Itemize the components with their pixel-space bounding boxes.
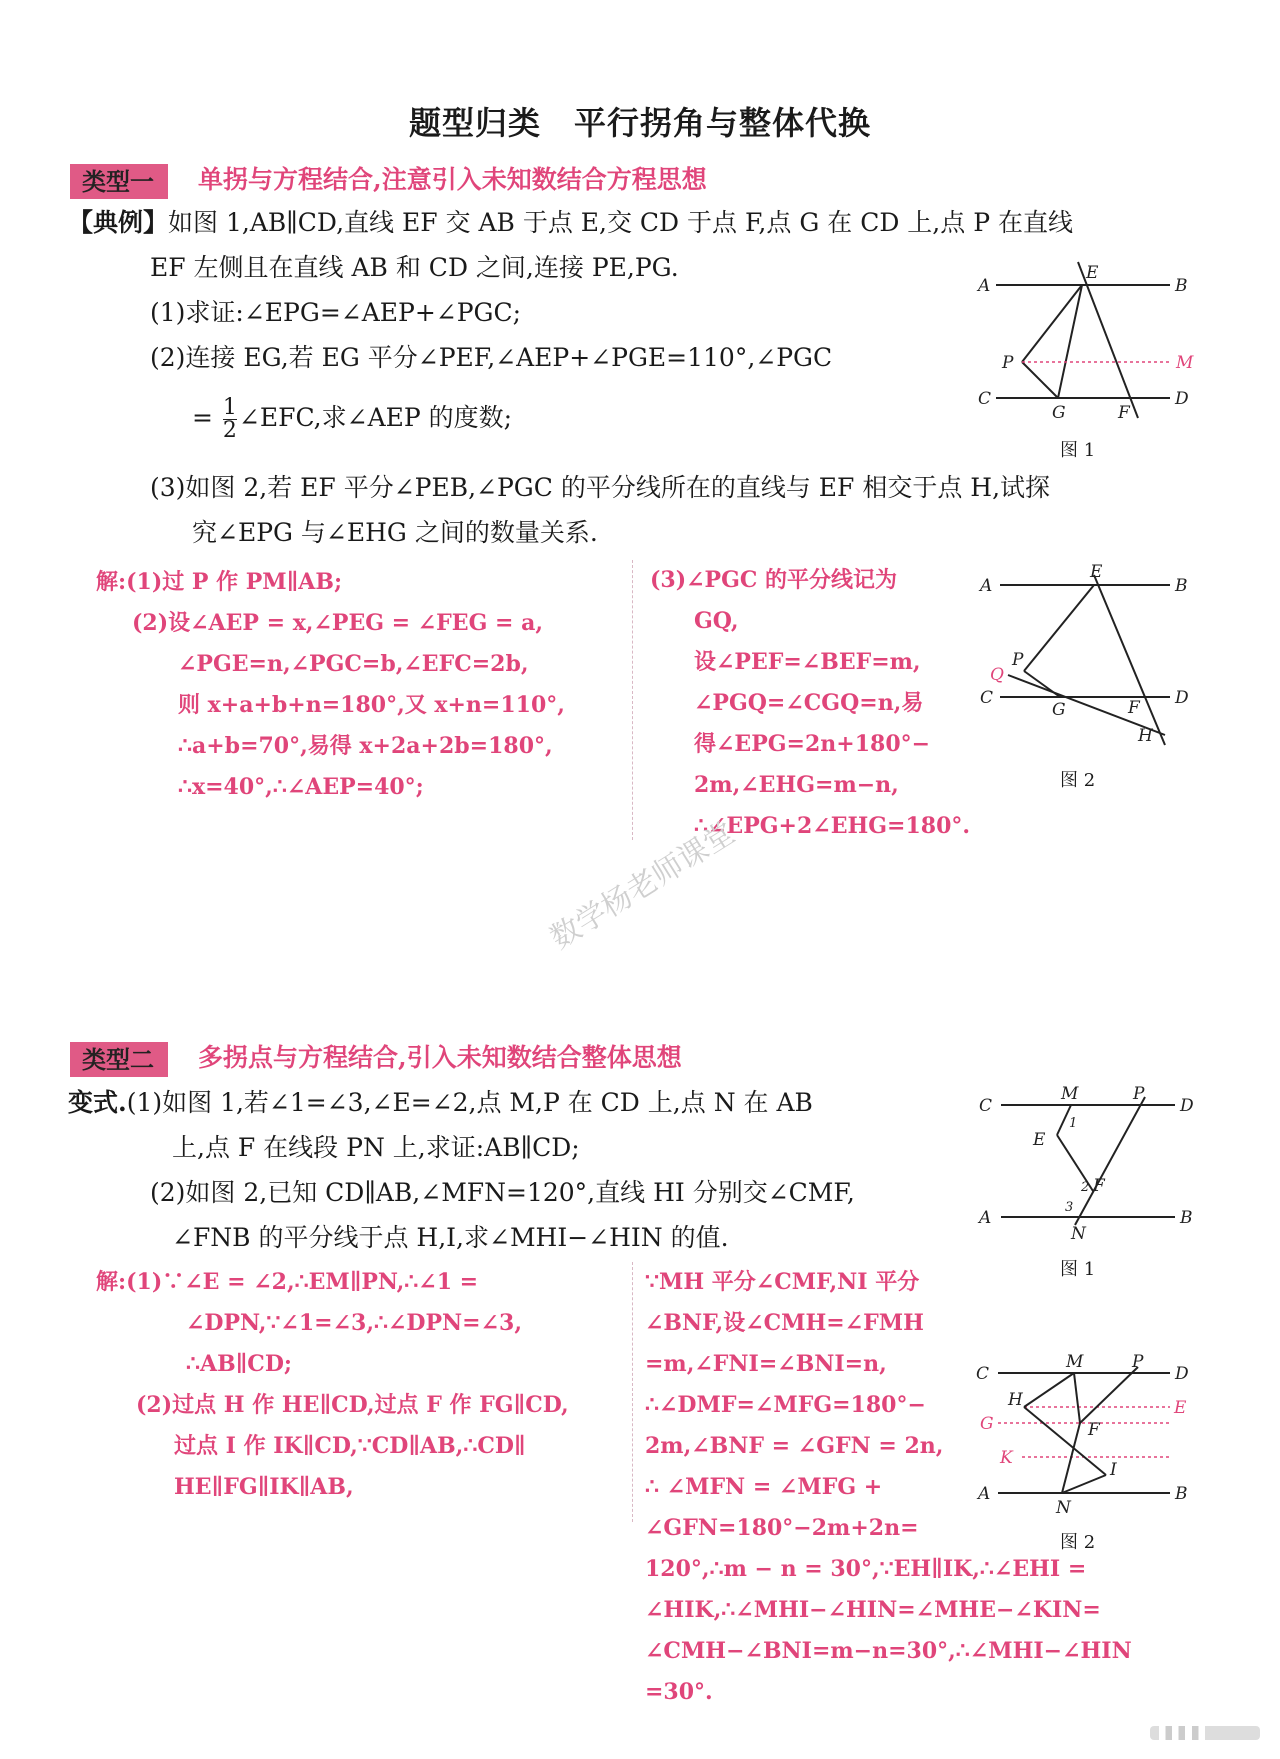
t2f2-label-k: K — [1000, 1448, 1013, 1468]
t2f1-label-e: E — [1033, 1130, 1046, 1150]
type2-answer-left — [96, 1262, 569, 1508]
ans1-right-line-2: GQ, — [694, 608, 739, 634]
t2f1-label-c: C — [979, 1096, 993, 1116]
page-title: 题型归类 平行拐角与整体代换 — [408, 104, 871, 142]
fig2-label-e: E — [1090, 562, 1103, 582]
variant-text-1: (1)如图 1,若∠1=∠3,∠E=∠2,点 M,P 在 CD 上,点 N 在 AB — [126, 1088, 813, 1117]
t2f2-label-m: M — [1066, 1352, 1084, 1372]
t2f2-label-p: P — [1132, 1352, 1144, 1372]
ans1-right-line-4: ∠PGQ=∠CGQ=n,易 — [694, 690, 924, 716]
ans2-right-line-10: ∠CMH−∠BNI=m−n=30°,∴∠MHI−∠HIN — [645, 1638, 1132, 1664]
ans2-right-line-6: ∴ ∠MFN = ∠MFG + — [645, 1474, 883, 1500]
ans2-right-line-3: =m,∠FNI=∠BNI=n, — [645, 1351, 887, 1377]
fig2-label-a: A — [980, 576, 993, 596]
fig1-label-g: G — [1052, 403, 1066, 423]
type1-fig2-caption: 图 2 — [1060, 770, 1096, 791]
fig2-label-c: C — [980, 688, 994, 708]
t2f1-label-1: 1 — [1069, 1116, 1078, 1131]
type1-figure-2 — [970, 555, 1210, 755]
ans2-left-line-1: 解:(1)∵∠E = ∠2,∴EM∥PN,∴∠1 = — [96, 1269, 479, 1295]
fig1-label-m: M — [1176, 353, 1194, 373]
fig2-label-g: G — [1052, 700, 1066, 720]
watermark: 数学杨老师课堂 — [544, 815, 741, 957]
type2-figure-1 — [975, 1075, 1205, 1245]
fraction — [223, 397, 237, 442]
ans1-right-line-7: ∴∠EPG+2∠EHG=180°. — [694, 813, 971, 839]
ans2-left-line-2: ∠DPN,∵∠1=∠3,∴∠DPN=∠3, — [186, 1310, 522, 1336]
ans1-right-line-1: (3)∠PGC 的平分线记为 — [650, 567, 898, 593]
t2f2-label-i: I — [1110, 1460, 1117, 1480]
ans1-right-line-3: 设∠PEF=∠BEF=m, — [694, 649, 921, 675]
type2-header — [70, 1040, 168, 1075]
variant-line-3: (2)如图 2,已知 CD∥AB,∠MFN=120°,直线 HI 分别交∠CMF, — [150, 1178, 855, 1207]
t2f2-label-b: B — [1175, 1484, 1188, 1504]
variant-line-1 — [68, 1080, 813, 1125]
fig1-label-p: P — [1002, 353, 1014, 373]
example-line-4: (2)连接 EG,若 EG 平分∠PEF,∠AEP+∠PGE=110°,∠PGC — [150, 343, 833, 372]
decorative-marks — [1150, 1726, 1260, 1740]
fig1-label-f: F — [1118, 403, 1130, 423]
t2f2-label-e: E — [1174, 1398, 1187, 1418]
type1-figure-1 — [970, 250, 1200, 460]
ans2-right-line-5: 2m,∠BNF = ∠GFN = 2n, — [645, 1433, 944, 1459]
t2f1-label-d: D — [1180, 1096, 1194, 1116]
ans1-right-line-6: 2m,∠EHG=m−n, — [694, 772, 899, 798]
ans1-left-line-2: (2)设∠AEP = x,∠PEG = ∠FEG = a, — [132, 610, 544, 636]
variant-label: 变式. — [68, 1088, 127, 1117]
t2f1-label-2: 2 — [1081, 1180, 1090, 1195]
fig2-label-h: H — [1138, 726, 1153, 746]
type1-answer-left — [96, 562, 565, 808]
example-text-5: ∠EFC,求∠AEP 的度数; — [238, 403, 513, 432]
type1-header — [70, 162, 168, 197]
fig1-label-c: C — [978, 389, 992, 409]
fig2-label-f: F — [1128, 698, 1140, 718]
ans2-right-line-7: ∠GFN=180°−2m+2n= — [645, 1515, 919, 1541]
example-line-5 — [192, 395, 512, 442]
type2-desc: 多拐点与方程结合,引入未知数结合整体思想 — [198, 1043, 682, 1072]
ans1-left-line-3: ∠PGE=n,∠PGC=b,∠EFC=2b, — [178, 651, 529, 677]
example-line-6: (3)如图 2,若 EF 平分∠PEB,∠PGC 的平分线所在的直线与 EF 相交于点 H,试探 — [150, 473, 1051, 502]
example-label: 【典例】 — [68, 208, 169, 237]
t2f2-label-f: F — [1088, 1420, 1100, 1440]
example-line-7: 究∠EPG 与∠EHG 之间的数量关系. — [192, 518, 598, 547]
variant-line-4: ∠FNB 的平分线于点 H,I,求∠MHI−∠HIN 的值. — [172, 1223, 729, 1252]
fig2-label-b: B — [1175, 576, 1188, 596]
ans2-right-line-8: 120°,∴m − n = 30°,∵EH∥IK,∴∠EHI = — [645, 1556, 1087, 1582]
ans2-right-line-9: ∠HIK,∴∠MHI−∠HIN=∠MHE−∠KIN= — [645, 1597, 1101, 1623]
frac-numerator: 1 — [222, 395, 237, 420]
t2f1-label-b: B — [1180, 1208, 1193, 1228]
type1-tag: 类型一 — [70, 164, 168, 199]
type2-fig2-caption: 图 2 — [1060, 1532, 1096, 1553]
type1-answer-right — [650, 560, 970, 847]
type2-divider — [632, 1262, 633, 1522]
ans1-right-line-5: 得∠EPG=2n+180°− — [694, 731, 931, 757]
ans1-left-line-4: 则 x+a+b+n=180°,又 x+n=110°, — [178, 692, 565, 718]
t2f2-label-c: C — [976, 1364, 990, 1384]
ans2-left-line-4: (2)过点 H 作 HE∥CD,过点 F 作 FG∥CD, — [136, 1392, 569, 1418]
t2f1-label-m: M — [1061, 1084, 1079, 1104]
ans2-left-line-5: 过点 I 作 IK∥CD,∵CD∥AB,∴CD∥ — [174, 1433, 526, 1459]
t2f2-label-a: A — [978, 1484, 991, 1504]
frac-denominator: 2 — [222, 418, 237, 443]
variant-line-2: 上,点 F 在线段 PN 上,求证:AB∥CD; — [172, 1133, 580, 1162]
t2f1-label-a: A — [979, 1208, 992, 1228]
t2f2-label-g: G — [980, 1414, 994, 1434]
type2-tag: 类型二 — [70, 1042, 168, 1077]
eq-sign: = — [192, 403, 213, 432]
t2f1-label-n: N — [1071, 1224, 1086, 1244]
example-line-1 — [68, 200, 1073, 245]
example-line-3: (1)求证:∠EPG=∠AEP+∠PGC; — [150, 298, 522, 327]
t2f2-label-d: D — [1175, 1364, 1189, 1384]
fig2-label-q: Q — [990, 665, 1004, 685]
type2-fig1-caption: 图 1 — [1060, 1259, 1096, 1280]
ans2-right-line-4: ∴∠DMF=∠MFG=180°− — [645, 1392, 926, 1418]
fig2-label-p: P — [1012, 650, 1024, 670]
ans2-right-line-1: ∵MH 平分∠CMF,NI 平分 — [645, 1269, 920, 1295]
ans2-right-line-11: =30°. — [645, 1679, 713, 1705]
ans1-left-line-5: ∴a+b=70°,易得 x+2a+2b=180°, — [178, 733, 553, 759]
t2f1-label-f: F — [1093, 1176, 1105, 1196]
fig2-label-d: D — [1175, 688, 1189, 708]
ans2-left-line-3: ∴AB∥CD; — [186, 1351, 293, 1377]
fig1-label-b: B — [1175, 276, 1188, 296]
type1-fig1-caption: 图 1 — [1060, 440, 1096, 461]
t2f1-label-3: 3 — [1065, 1200, 1074, 1215]
fig1-label-e: E — [1086, 263, 1099, 283]
t2f1-label-p: P — [1133, 1084, 1145, 1104]
fig1-label-d: D — [1175, 389, 1189, 409]
type1-desc: 单拐与方程结合,注意引入未知数结合方程思想 — [198, 165, 707, 194]
example-line-2: EF 左侧且在直线 AB 和 CD 之间,连接 PE,PG. — [150, 253, 679, 282]
ans2-left-line-6: HE∥FG∥IK∥AB, — [174, 1474, 354, 1500]
t2f2-label-n: N — [1056, 1498, 1071, 1515]
type2-figure-2 — [970, 1345, 1210, 1515]
ans1-left-line-6: ∴x=40°,∴∠AEP=40°; — [178, 774, 424, 800]
fig1-label-a: A — [978, 276, 991, 296]
example-text-1: 如图 1,AB∥CD,直线 EF 交 AB 于点 E,交 CD 于点 F,点 G 在 CD 上,点 P 在直线 — [168, 208, 1073, 237]
ans1-left-line-1: 解:(1)过 P 作 PM∥AB; — [96, 569, 343, 595]
ans2-right-line-2: ∠BNF,设∠CMH=∠FMH — [645, 1310, 924, 1336]
t2f2-label-h: H — [1008, 1390, 1023, 1410]
type1-divider — [632, 560, 633, 840]
